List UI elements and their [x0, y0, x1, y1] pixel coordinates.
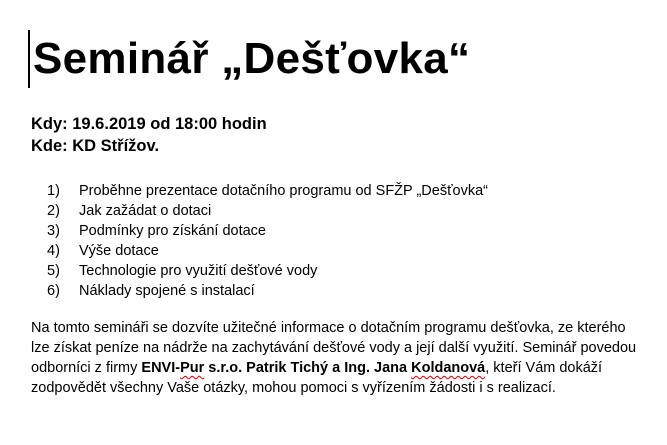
- company-name: [141, 360, 485, 376]
- list-item: [47, 221, 488, 241]
- paragraph-text: odborníci z firmy: [31, 360, 142, 376]
- paragraph-line: lze získat peníze na nádrže na zachytávání dešťové vody a její další využití. Seminář povedou: [31, 340, 637, 356]
- paragraph-line: [31, 358, 651, 378]
- event-date: Kdy: 19.6.2019 od 18:00 hodin: [31, 115, 267, 133]
- event-details: [31, 113, 267, 157]
- list-item-text: Proběhne prezentace dotačního programu od SFŽP „Dešťovka“: [79, 183, 488, 199]
- list-item-number: 5): [47, 263, 60, 279]
- document-title: Seminář „Dešťovka“: [33, 34, 471, 83]
- event-location: Kde: KD Střížov.: [31, 137, 160, 155]
- list-item-number: 2): [47, 203, 60, 219]
- list-item: [47, 281, 488, 301]
- text-cursor: [28, 30, 30, 88]
- list-item-number: 1): [47, 183, 60, 199]
- paragraph-line: zodpovědět všechny Vaše otázky, mohou pomoci s vyřízením žádosti i s realizací.: [31, 380, 556, 396]
- company-name-part: ENVI-: [141, 360, 181, 376]
- list-item-number: 4): [47, 243, 60, 259]
- spellcheck-flagged-word[interactable]: Pur: [180, 360, 205, 376]
- list-item-text: Výše dotace: [79, 243, 159, 259]
- list-item-number: 3): [47, 223, 60, 239]
- list-item: [47, 261, 488, 281]
- paragraph-text: , kteří Vám dokáží: [485, 360, 603, 376]
- paragraph-line: Na tomto semináři se dozvíte užitečné informace o dotačním programu dešťovka, ze kterého: [31, 320, 626, 336]
- list-item: [47, 201, 488, 221]
- list-item-number: 6): [47, 283, 60, 299]
- list-item-text: Podmínky pro získání dotace: [79, 223, 266, 239]
- list-item: [47, 181, 488, 201]
- description-paragraph: [31, 318, 651, 398]
- list-item-text: Technologie pro využití dešťové vody: [79, 263, 318, 279]
- company-name-part: s.r.o. Patrik Tichý a Ing. Jana: [204, 360, 412, 376]
- agenda-list: [47, 181, 488, 301]
- list-item-text: Náklady spojené s instalací: [79, 283, 255, 299]
- list-item-text: Jak zažádat o dotaci: [79, 203, 212, 219]
- spellcheck-flagged-word[interactable]: Koldanová: [411, 360, 486, 376]
- list-item: [47, 241, 488, 261]
